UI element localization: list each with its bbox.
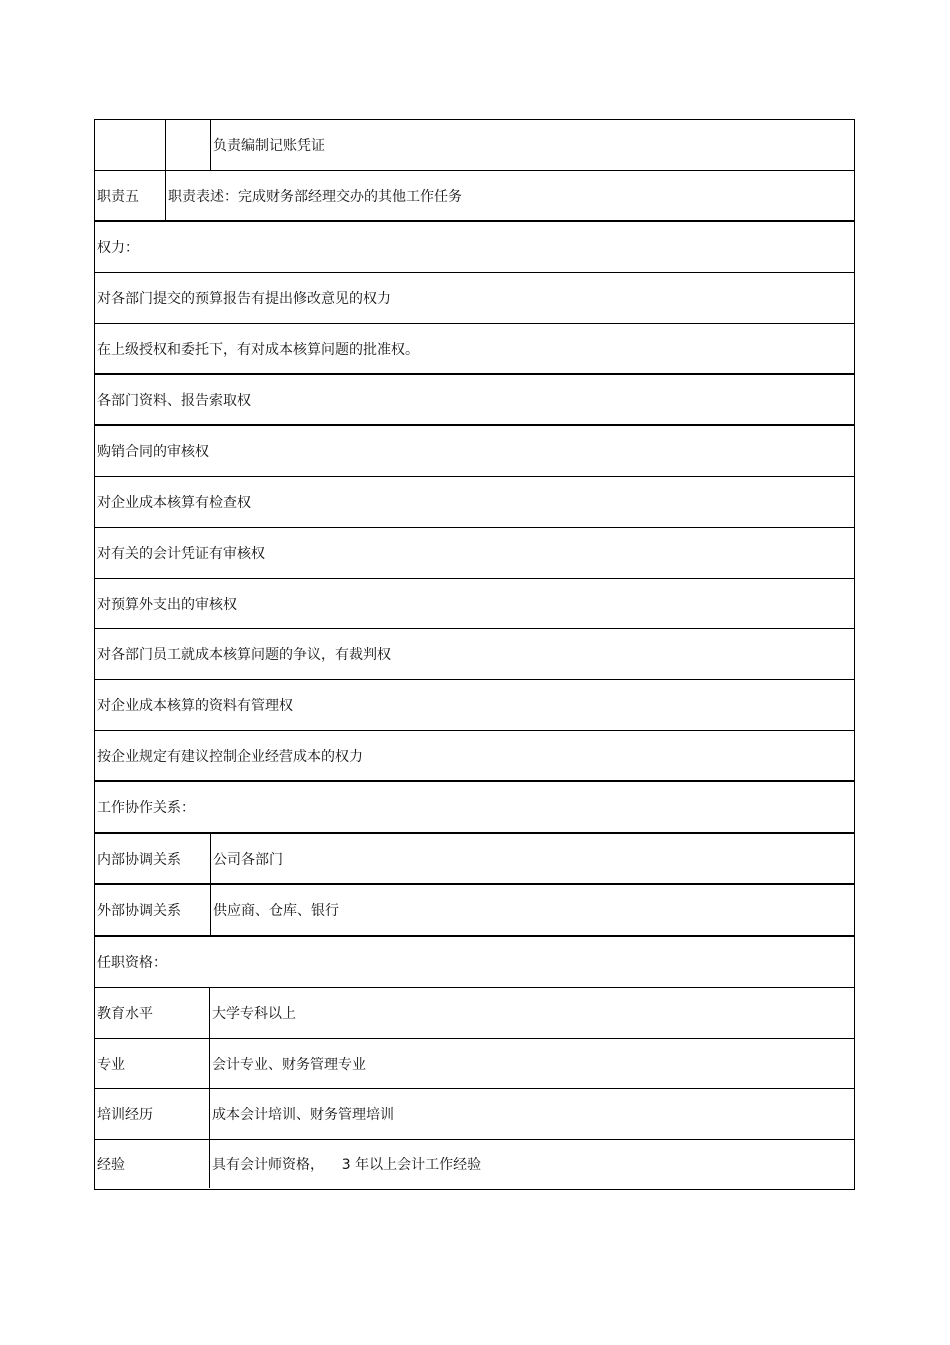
authority-item-text: 按企业规定有建议控制企业经营成本的权力 [97, 748, 363, 765]
job-description-table [94, 119, 855, 1190]
authority-item [95, 375, 854, 426]
duty-continuation-row [95, 120, 854, 171]
qualification-value: 具有会计师资格， 3 年以上会计工作经验 [212, 1157, 482, 1173]
authority-item-text: 对企业成本核算的资料有管理权 [97, 698, 293, 714]
authority-item-text: 各部门资料、报告索取权 [97, 392, 251, 409]
qualification-value: 大学专科以上 [212, 1006, 296, 1022]
qualification-label: 专业 [95, 1039, 210, 1088]
empty-label-cell [95, 120, 166, 170]
authority-item [95, 731, 854, 782]
authority-item-text: 对各部门员工就成本核算问题的争议，有裁判权 [97, 647, 391, 663]
qualification-label: 经验 [95, 1140, 210, 1188]
duty-five-label: 职责五 [95, 171, 166, 220]
authority-item [95, 477, 854, 528]
authority-item-text: 对有关的会计凭证有审核权 [97, 546, 265, 562]
qualifications-heading: 任职资格： [97, 955, 167, 971]
cooperation-label: 内部协调关系 [95, 834, 211, 883]
authority-item-text: 购销合同的审核权 [97, 444, 209, 460]
cooperation-value: 供应商、仓库、银行 [213, 903, 339, 919]
cooperation-label: 外部协调关系 [95, 885, 211, 935]
authority-item-text: 对各部门提交的预算报告有提出修改意见的权力 [97, 291, 391, 307]
authority-heading-row [95, 222, 854, 273]
qualification-row [95, 1140, 854, 1188]
authority-item [95, 528, 854, 579]
cooperation-row [95, 834, 854, 885]
empty-sub-cell [166, 120, 211, 170]
duty-five-description: 职责表述：完成财务部经理交办的其他工作任务 [168, 188, 462, 205]
authority-item [95, 629, 854, 680]
cooperation-heading: 工作协作关系： [97, 800, 195, 816]
authority-item-text: 在上级授权和委托下，有对成本核算问题的批准权。 [97, 341, 419, 358]
authority-item-text: 对预算外支出的审核权 [97, 596, 237, 613]
authority-item [95, 579, 854, 629]
authority-item [95, 324, 854, 375]
duty-five-row [95, 171, 854, 222]
qualification-value: 会计专业、财务管理专业 [212, 1056, 366, 1073]
authority-item-text: 对企业成本核算有检查权 [97, 495, 251, 511]
cooperation-row [95, 885, 854, 937]
authority-item [95, 680, 854, 731]
qualification-row [95, 1039, 854, 1089]
duty-continuation-text: 负责编制记账凭证 [213, 138, 325, 154]
authority-item [95, 273, 854, 324]
cooperation-value: 公司各部门 [213, 851, 283, 868]
authority-heading: 权力： [97, 240, 139, 256]
qualification-row [95, 1089, 854, 1140]
cooperation-heading-row [95, 782, 854, 834]
qualification-label: 教育水平 [95, 988, 210, 1038]
authority-item [95, 426, 854, 477]
qualifications-heading-row [95, 937, 854, 988]
qualification-label: 培训经历 [95, 1089, 210, 1139]
qualification-value: 成本会计培训、财务管理培训 [212, 1107, 394, 1123]
qualification-row [95, 988, 854, 1039]
